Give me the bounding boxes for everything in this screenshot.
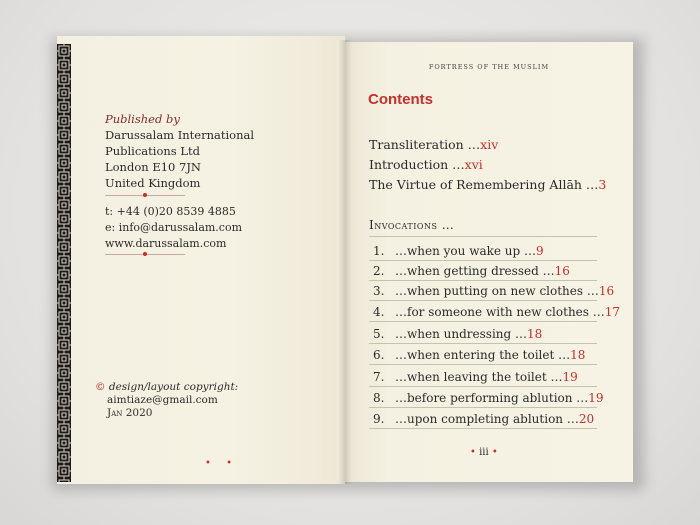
published-by-label: Published by [105, 112, 180, 126]
publisher-line: United Kingdom [105, 176, 201, 190]
front-matter-entry: The Virtue of Remembering Allāh …3 [369, 177, 607, 192]
publisher-line: London E10 7JN [105, 160, 201, 174]
table-rule [369, 364, 597, 365]
table-rule [369, 407, 597, 408]
phone-line: t: +44 (0)20 8539 4885 [105, 205, 236, 218]
table-rule [369, 386, 597, 387]
front-matter-entry: Introduction …xvi [369, 157, 483, 172]
invocation-entry: 7. …when leaving the toilet …19 [373, 370, 578, 384]
book-gutter [338, 40, 352, 484]
table-rule [369, 260, 597, 261]
copyright-symbol: © [95, 381, 106, 393]
table-rule [369, 280, 597, 281]
ornament-divider [105, 254, 185, 255]
invocation-entry: 1. …when you wake up …9 [373, 244, 544, 258]
front-matter-entry: Transliteration …xiv [369, 137, 499, 152]
publisher-contact [105, 204, 242, 252]
invocations-heading: Invocations … [369, 218, 455, 232]
table-rule [369, 236, 597, 237]
invocation-entry: 4. …for someone with new clothes …17 [373, 305, 621, 319]
website-line: www.darussalam.com [105, 237, 227, 250]
publisher-line: Publications Ltd [105, 144, 200, 158]
left-footer-ornament: • • [205, 458, 238, 469]
invocation-entry: 9. …upon completing ablution …20 [373, 412, 595, 426]
design-credit [95, 381, 238, 420]
invocation-entry: 3. …when putting on new clothes …16 [373, 284, 615, 298]
ornament-divider [105, 195, 185, 196]
invocation-entry: 8. …before performing ablution …19 [373, 391, 604, 405]
table-rule [369, 321, 597, 322]
decorative-border-pattern [57, 44, 71, 482]
email-line: e: info@darussalam.com [105, 221, 243, 234]
contents-title: Contents [368, 91, 433, 108]
design-email: aimtiaze@gmail.com [107, 394, 218, 406]
running-head: FORTRESS OF THE MUSLIM [428, 63, 550, 71]
table-rule [369, 300, 597, 301]
table-rule [369, 428, 597, 429]
design-date: Jan 2020 [107, 407, 153, 419]
invocation-entry: 2. …when getting dressed …16 [373, 264, 570, 278]
table-rule [369, 343, 597, 344]
publisher-line: Darussalam International [105, 128, 255, 142]
publisher-address [105, 127, 254, 191]
design-label: design/layout copyright: [108, 381, 239, 393]
page-folio: • iii • [470, 447, 498, 458]
invocation-entry: 5. …when undressing …18 [373, 327, 543, 341]
invocation-entry: 6. …when entering the toilet …18 [373, 348, 586, 362]
